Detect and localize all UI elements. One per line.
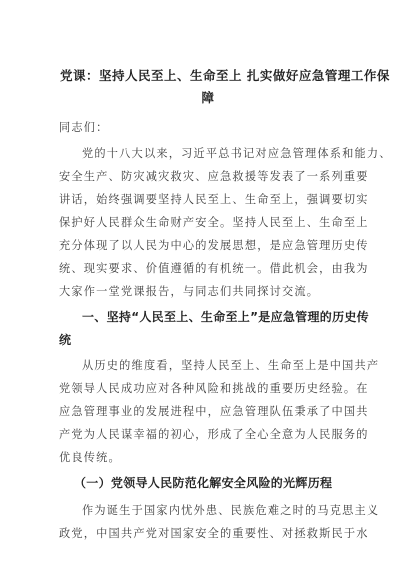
document-title-line1: 党课：坚持人民至上、生命至上 扎实做好应急管理工作保 [60,68,390,83]
subsection-paragraph-line: 政党，中国共产党对国家安全的重要性、对拯救斯民于水 [59,527,369,540]
subsection-heading: （一）党领导人民防范化解安全风险的光辉历程 [74,476,333,490]
section-paragraph-line: 党领导人民成功应对各种风险和挑战的重要历史经验。在 [59,382,369,395]
intro-line: 统、现实要求、价值遵循的有机统一。借此机会，由我为 [59,262,369,275]
intro-line: 讲话，始终强调要坚持人民至上、生命至上，强调要切实 [59,193,369,206]
subsection-paragraph-line: 作为诞生于国家内忧外患、民族危难之时的马克思主义 [82,504,380,517]
section-paragraph-line: 应急管理事业的发展进程中，应急管理队伍秉承了中国共 [59,405,369,418]
section-paragraph-line: 优良传统。 [59,451,121,464]
intro-line: 党的十八大以来，习近平总书记对应急管理体系和能力、 [82,147,392,160]
intro-line: 充分体现了以人民为中心的发展思想，是应急管理历史传 [59,239,369,252]
intro-line: 保护好人民群众生命财产安全。坚持人民至上、生命至上 [59,216,369,229]
document-title-line2: 障 [201,90,215,105]
intro-line: 安全生产、防灾减灾救灾、应急救援等发表了一系列重要 [59,170,369,183]
salutation: 同志们： [59,121,109,134]
section-paragraph-line: 从历史的维度看，坚持人民至上、生命至上是中国共产 [82,359,380,372]
section-paragraph-line: 产党为人民谋幸福的初心，形成了全心全意为人民服务的 [59,428,369,441]
section-heading: 一、坚持“人民至上、生命至上”是应急管理的历史传 [82,310,369,324]
section-heading-continued: 统 [59,333,72,347]
intro-line: 大家作一堂党课报告，与同志们共同探讨交流。 [59,285,320,298]
